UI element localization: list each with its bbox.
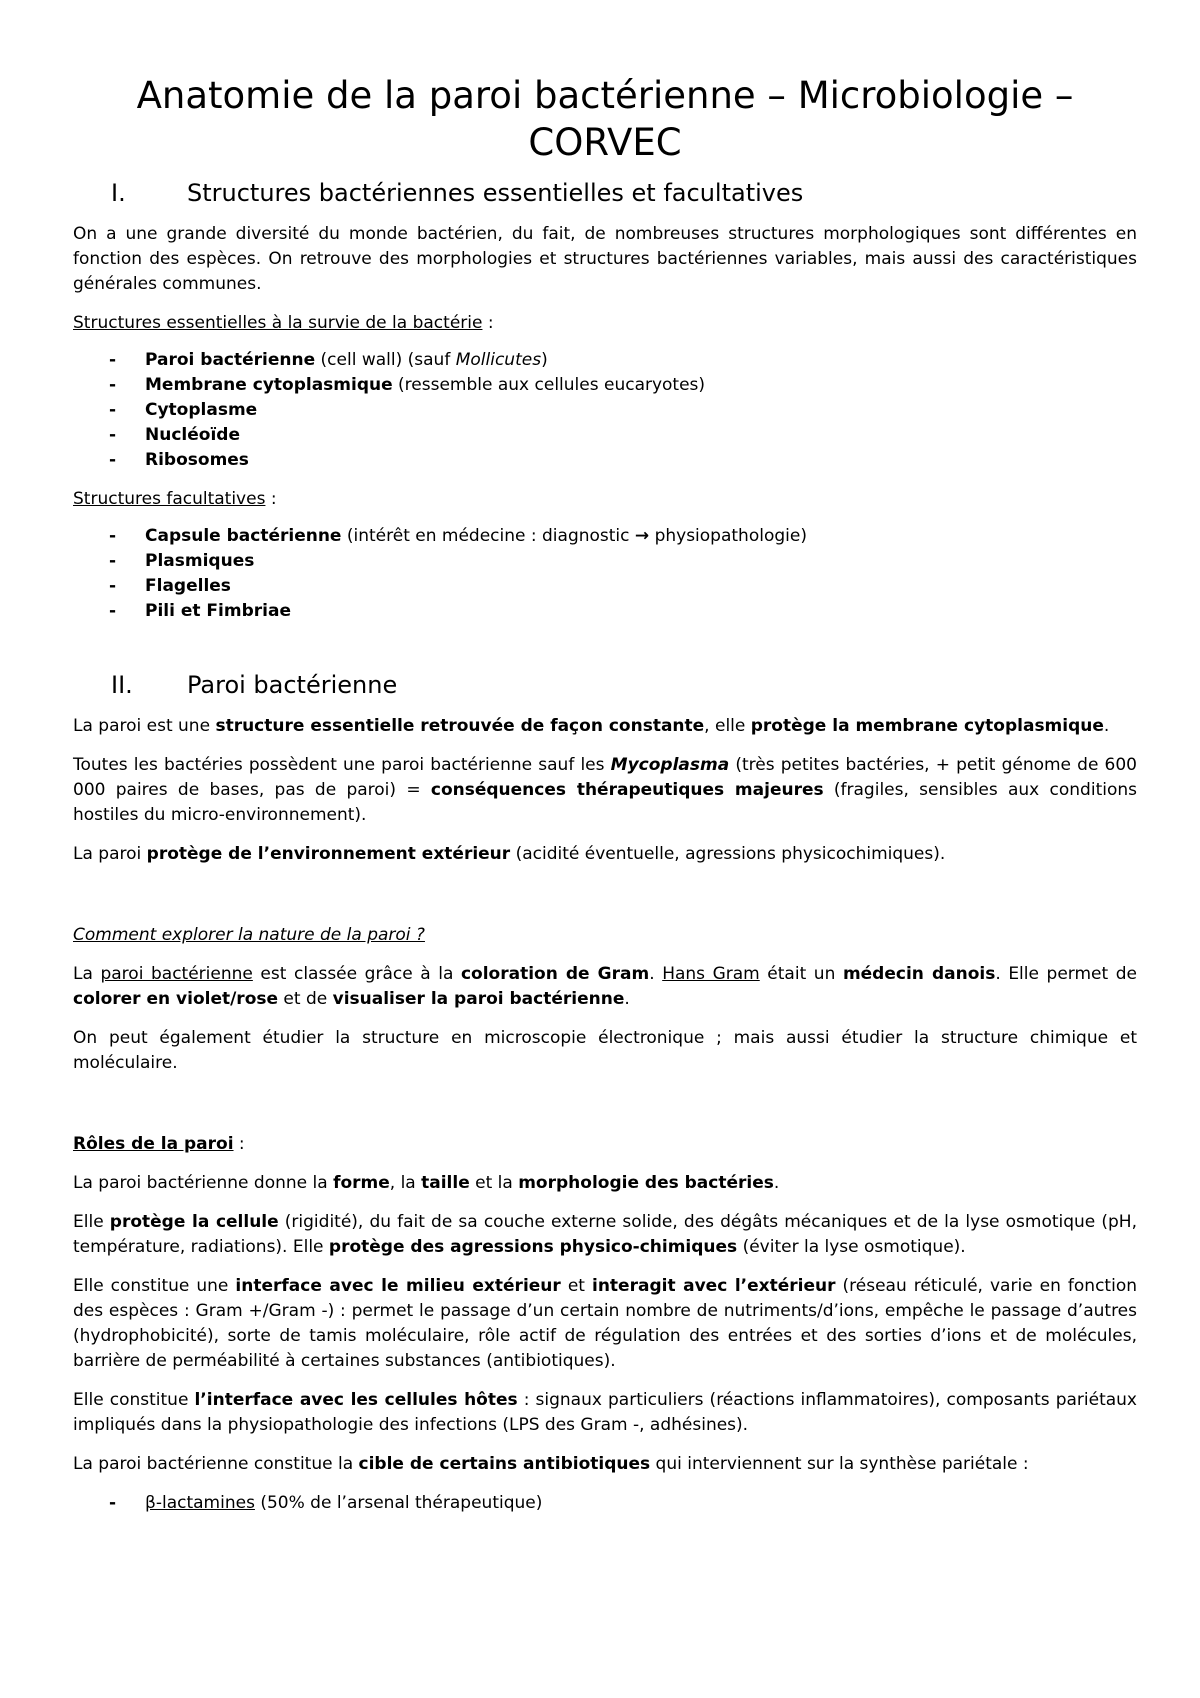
explore-label-line xyxy=(73,923,1137,948)
essentials-label: Structures essentielles à la survie de la bactérie xyxy=(73,313,483,333)
paragraph: La paroi bactérienne donne la forme, la taille et la morphologie des bactéries. xyxy=(73,1173,780,1193)
facultatives-label: Structures facultatives xyxy=(73,489,266,509)
roles-label-line: Rôles de la paroi : xyxy=(73,1134,245,1154)
paragraph: Elle constitue l’interface avec les cellules hôtes : signaux particuliers (réactions inflammatoires), composants pariétaux impliqués dans la physiopathologie des infections (LPS des Gram -, adhésines). xyxy=(73,1390,1137,1435)
section-2-heading xyxy=(111,670,1137,700)
list-item: - Membrane cytoplasmique (ressemble aux cellules eucaryotes) xyxy=(109,375,706,395)
list-item: - Cytoplasme xyxy=(109,400,258,420)
paragraph: La paroi est une structure essentielle retrouvée de façon constante, elle protège la membrane cytoplasmique. xyxy=(73,716,1110,736)
list-item: - Capsule bactérienne (intérêt en médecine : diagnostic → physiopathologie) xyxy=(109,526,807,546)
list-item: - β-lactamines (50% de l’arsenal thérapeutique) xyxy=(109,1493,543,1513)
facultatives-list xyxy=(73,524,1137,624)
paragraph: On peut également étudier la structure en microscopie électronique ; mais aussi étudier la structure chimique et moléculaire. xyxy=(73,1028,1137,1073)
paragraph: La paroi bactérienne est classée grâce à la coloration de Gram. Hans Gram était un médecin danois. Elle permet de colorer en violet/rose et de visualiser la paroi bactérienne. xyxy=(73,964,1137,1009)
section-1-number: I. xyxy=(111,179,126,207)
list-item: - Nucléoïde xyxy=(109,425,240,445)
paragraph: Elle constitue une interface avec le milieu extérieur et interagit avec l’extérieur (réseau réticulé, varie en fonction des espèces : Gram +/Gram -) : permet le passage d’un certain nombre de nutriments/d’ions, empêche le passage d’autres (hydrophobicité), sorte de tamis moléculaire, rôle actif de régulation des entrées et des sorties d’ions et de molécules, barrière de perméabilité à certaines substances (antibiotiques). xyxy=(73,1276,1137,1371)
section-2-title: Paroi bactérienne xyxy=(187,671,398,699)
list-item: - Paroi bactérienne (cell wall) (sauf Mollicutes) xyxy=(109,350,548,370)
arrow-right-icon: → xyxy=(634,526,650,546)
roles-label: Rôles de la paroi xyxy=(73,1134,234,1154)
document-title: Anatomie de la paroi bactérienne – Microbiologie – CORVEC xyxy=(136,74,1074,164)
list-item: - Ribosomes xyxy=(109,450,249,470)
section-1-title: Structures bactériennes essentielles et facultatives xyxy=(187,179,804,207)
explore-label: Comment explorer la nature de la paroi ? xyxy=(73,925,425,945)
facultatives-label-line: Structures facultatives : xyxy=(73,489,277,509)
section-2-number: II. xyxy=(111,671,133,699)
paragraph: Elle protège la cellule (rigidité), du fait de sa couche externe solide, des dégâts mécaniques et de la lyse osmotique (pH, température, radiations). Elle protège des agressions physico-chimiques (éviter la lyse osmotique). xyxy=(73,1212,1137,1257)
paragraph: Toutes les bactéries possèdent une paroi bactérienne sauf les Mycoplasma (très petites bactéries, + petit génome de 600 000 paires de bases, pas de paroi) = conséquences thérapeutiques majeures (fragiles, sensibles aux conditions hostiles du micro-environnement). xyxy=(73,755,1137,825)
essentials-list xyxy=(73,348,1137,473)
essentials-label-line: Structures essentielles à la survie de la bactérie : xyxy=(73,313,494,333)
list-item: - Flagelles xyxy=(109,576,231,596)
section-1-intro: On a une grande diversité du monde bactérien, du fait, de nombreuses structures morphologiques sont différentes en fonction des espèces. On retrouve des morphologies et structures bactériennes variables, mais aussi des caractéristiques générales communes. xyxy=(73,224,1137,294)
list-item: - Plasmiques xyxy=(109,551,255,571)
paragraph: La paroi bactérienne constitue la cible de certains antibiotiques qui interviennent sur la synthèse pariétale : xyxy=(73,1454,1029,1474)
section-1-heading xyxy=(111,178,1137,208)
paragraph: La paroi protège de l’environnement extérieur (acidité éventuelle, agressions physicochimiques). xyxy=(73,844,946,864)
antibiotics-list xyxy=(73,1491,1137,1516)
list-item: - Pili et Fimbriae xyxy=(109,601,291,621)
